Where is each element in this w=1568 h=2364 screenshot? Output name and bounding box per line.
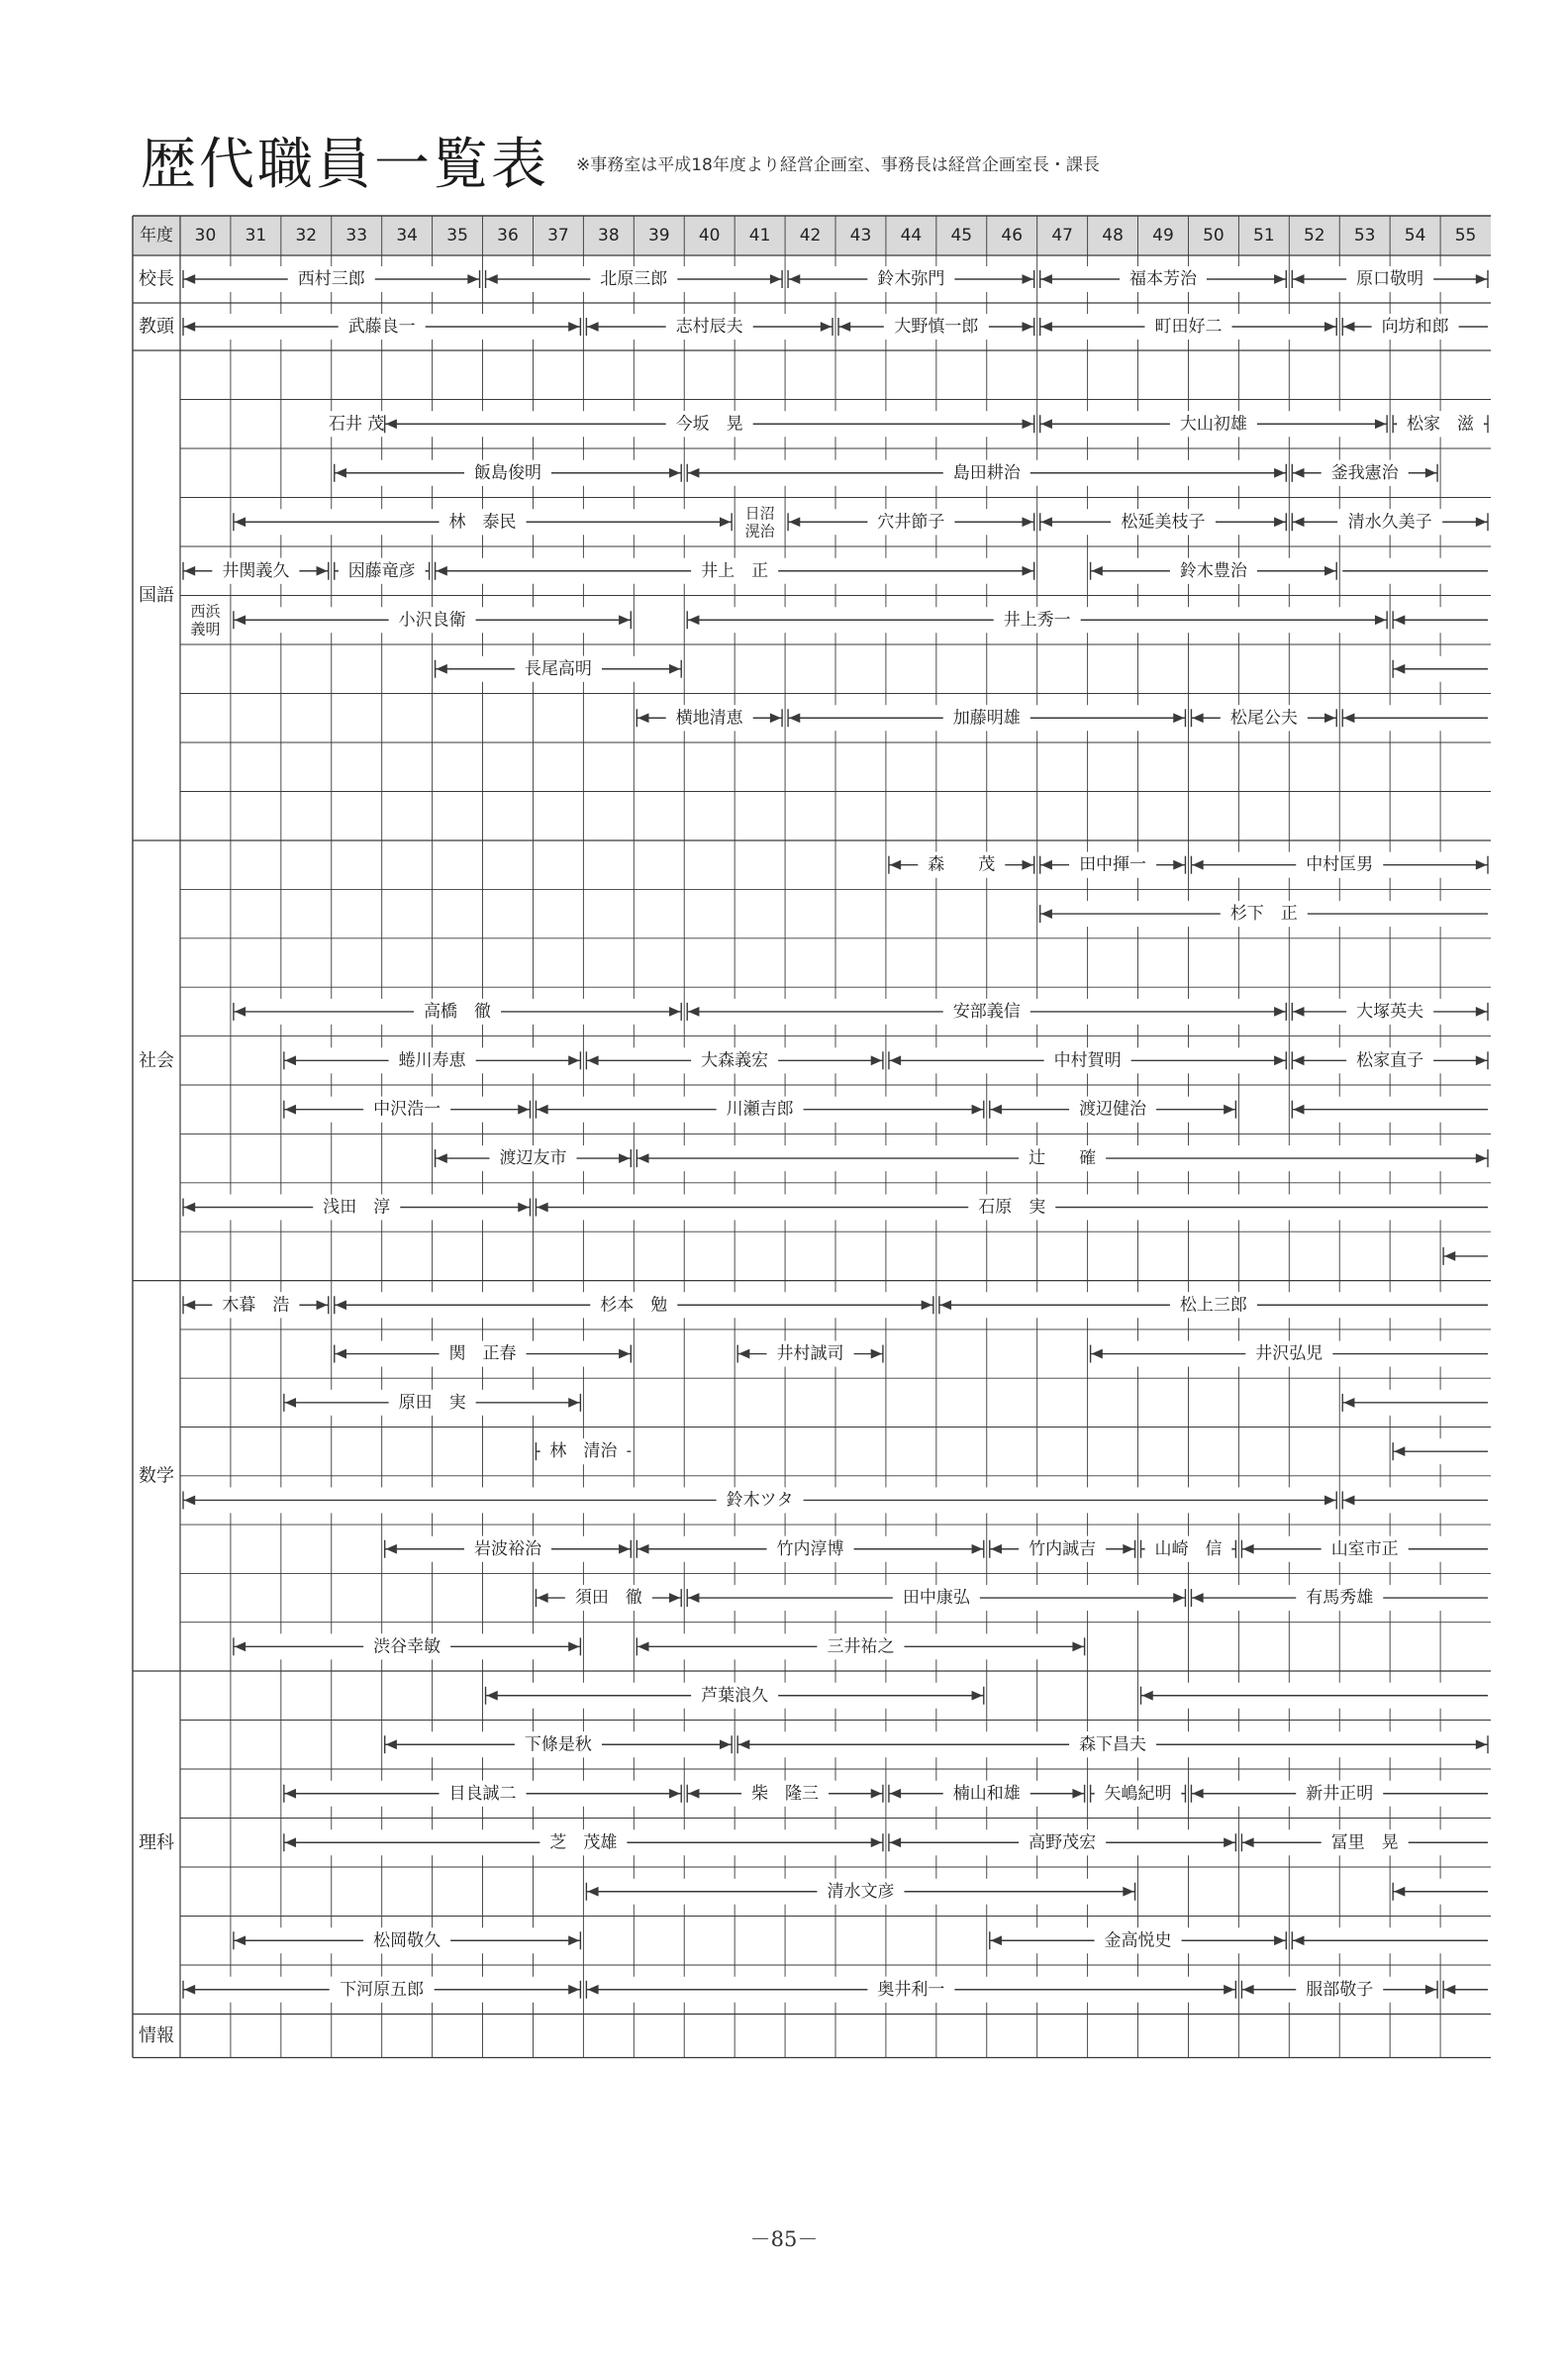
tenure-span (990, 1097, 1236, 1123)
tenure-span (889, 1829, 1235, 1855)
year-cell: 52 (1303, 226, 1325, 246)
section-label: 教頭 (139, 316, 174, 338)
tenure-span (990, 1536, 1135, 1562)
tenure-span (536, 1585, 681, 1611)
tenure-span (335, 558, 430, 584)
tenure-span (788, 705, 1185, 731)
staff-name: 石井 茂 (329, 414, 385, 435)
staff-name: 原田 実 (398, 1392, 466, 1413)
tenure-span (1091, 558, 1337, 584)
staff-name: 蜷川寿恵 (398, 1050, 466, 1071)
tenure-span (385, 1731, 732, 1757)
tenure-span (183, 314, 580, 340)
year-cell: 55 (1454, 226, 1477, 246)
year-cell: 36 (497, 226, 519, 246)
section-4 (133, 1292, 1491, 1671)
staff-name: 新井正明 (1306, 1783, 1374, 1804)
staff-name: 竹内淳博 (776, 1538, 844, 1559)
tenure-span (183, 1292, 329, 1318)
staff-name: 長尾高明 (524, 658, 592, 679)
staff-name: 松家直子 (1356, 1050, 1424, 1071)
year-cell: 48 (1102, 226, 1124, 246)
staff-name: 町田好二 (1154, 317, 1223, 337)
staff-name: 松延美枝子 (1121, 512, 1206, 533)
staff-name: 原口敬明 (1356, 269, 1424, 289)
staff-name: 岩波裕治 (474, 1538, 541, 1559)
tenure-span (990, 1927, 1287, 1953)
staff-name: 井上秀一 (1003, 610, 1071, 631)
tenure-span (637, 1633, 1084, 1659)
tenure-span (1191, 1781, 1488, 1807)
tenure-span (1141, 1536, 1236, 1562)
staff-name: 大森義宏 (701, 1050, 769, 1071)
staff-name: 有馬秀雄 (1306, 1588, 1374, 1609)
section-2 (133, 400, 1491, 841)
staff-name: 渡辺健治 (1079, 1099, 1147, 1120)
tenure-span (1342, 705, 1488, 731)
staff-name: 冨里 晃 (1330, 1832, 1399, 1853)
tenure-span (1292, 1097, 1488, 1123)
tenure-span (1241, 1829, 1488, 1855)
section-label: 社会 (139, 1049, 174, 1071)
year-header-label: 年度 (140, 226, 173, 246)
tenure-span (1040, 411, 1387, 437)
staff-name: 川瀬吉郎 (726, 1099, 794, 1120)
year-cell: 32 (295, 226, 318, 246)
staff-name: 高野茂宏 (1029, 1832, 1097, 1853)
staff-name: 森 茂 (928, 854, 996, 875)
staff-name: 杉下 正 (1229, 904, 1298, 925)
staff-name: 山室市正 (1330, 1538, 1399, 1559)
tenure-span (1141, 1683, 1488, 1709)
year-cell: 49 (1152, 226, 1174, 246)
year-cell: 39 (647, 226, 670, 246)
tenure-span (788, 509, 1034, 535)
tenure-span (737, 1341, 883, 1367)
tenure-span (687, 1781, 883, 1807)
tenure-span (1443, 1977, 1488, 2003)
tenure-span (335, 460, 681, 486)
tenure-span (687, 999, 1286, 1025)
tenure-span (1443, 1243, 1488, 1269)
year-cell: 40 (698, 226, 721, 246)
staff-name-short: 西浜 (190, 602, 221, 621)
staff-name: 林 泰民 (448, 512, 517, 533)
staff-name: 大塚英夫 (1356, 1001, 1424, 1022)
staff-name: 島田耕治 (952, 462, 1021, 483)
tenure-span (536, 1195, 1488, 1221)
section-label: 国語 (139, 585, 174, 606)
staff-name: 井上 正 (701, 560, 769, 581)
staff-name-short: 滉治 (744, 522, 775, 541)
year-cell: 47 (1051, 226, 1073, 246)
staff-name: 穴井節子 (877, 512, 945, 533)
tenure-span (536, 1097, 983, 1123)
tenure-span (284, 1781, 681, 1807)
staff-name: 因藤竜彦 (347, 560, 416, 581)
tenure-span (183, 1487, 1336, 1513)
staff-name: 鈴木豊治 (1179, 560, 1247, 581)
staff-name: 清水久美子 (1347, 512, 1432, 533)
staff-name: 石原 実 (978, 1197, 1046, 1218)
tenure-span (586, 1879, 1134, 1905)
tenure-span (1342, 1390, 1488, 1416)
tenure-span (486, 1683, 984, 1709)
tenure-span (637, 1145, 1488, 1171)
tenure-span (1393, 1879, 1488, 1905)
tenure-span (234, 999, 681, 1025)
staff-name: 渡辺友市 (499, 1148, 567, 1169)
staff-name: 小沢良衛 (398, 610, 466, 631)
staff-name: 関 正春 (448, 1343, 517, 1364)
section-label: 情報 (139, 2025, 174, 2046)
section-0 (133, 266, 1491, 303)
tenure-span (586, 314, 833, 340)
staff-name: 福本芳治 (1129, 269, 1197, 289)
tenure-span (1040, 509, 1287, 535)
year-cell: 37 (547, 226, 569, 246)
year-cell: 53 (1353, 226, 1376, 246)
tenure-span (183, 1195, 530, 1221)
tenure-span (1292, 509, 1488, 535)
tenure-span (687, 1585, 1185, 1611)
year-cell: 45 (950, 226, 973, 246)
staff-name: 加藤明雄 (952, 708, 1021, 729)
staff-name: 須田 徹 (574, 1588, 642, 1609)
year-cell: 46 (1001, 226, 1024, 246)
staff-name: 志村辰夫 (675, 317, 743, 337)
tenure-span (1241, 1536, 1488, 1562)
staff-name: 田中揮一 (1079, 854, 1147, 875)
tenure-span (486, 266, 783, 292)
tenure-span (1091, 1781, 1186, 1807)
tenure-span (889, 1781, 1085, 1807)
staff-name: 竹内誠吉 (1029, 1538, 1097, 1559)
tenure-span (234, 1927, 580, 1953)
tenure-span (889, 1047, 1286, 1073)
tenure-span (1191, 852, 1488, 878)
staff-name: 今坂 晃 (675, 414, 743, 435)
staff-name: 三井祐之 (827, 1636, 895, 1657)
tenure-span (1091, 1341, 1488, 1367)
year-cell: 31 (245, 226, 267, 246)
staff-name: 山崎 信 (1154, 1538, 1223, 1559)
tenure-span (788, 266, 1034, 292)
staff-name: 大野慎一郎 (894, 317, 979, 337)
year-cell: 42 (799, 226, 822, 246)
year-cell: 43 (849, 226, 872, 246)
section-5 (133, 1683, 1491, 2015)
year-cell: 30 (194, 226, 217, 246)
year-cell: 54 (1404, 226, 1426, 246)
tenure-span (1040, 901, 1488, 927)
tenure-span (939, 1292, 1488, 1318)
tenure-span (1393, 607, 1488, 633)
staff-name: 中沢浩一 (373, 1099, 441, 1120)
year-cell: 41 (748, 226, 771, 246)
year-cell: 50 (1203, 226, 1225, 246)
tenure-span (1191, 1585, 1488, 1611)
section-3 (133, 852, 1491, 1281)
section-6 (133, 2024, 1491, 2058)
tenure-span (1040, 852, 1186, 878)
tenure-span (284, 1097, 531, 1123)
section-1 (133, 314, 1491, 350)
tenure-span (385, 1536, 632, 1562)
tenure-span (889, 852, 1034, 878)
section-label: 理科 (139, 1831, 174, 1853)
tenure-span (536, 1438, 631, 1464)
staff-name: 浅田 淳 (323, 1197, 391, 1218)
tenure-span (385, 411, 1034, 437)
tenure-span (687, 607, 1387, 633)
tenure-span (1040, 266, 1287, 292)
tenure-span (1241, 1977, 1437, 2003)
tenure-span (335, 1341, 632, 1367)
staff-name: 木暮 浩 (222, 1295, 290, 1316)
staff-name-short: 日沼 (744, 504, 775, 523)
year-cell: 35 (446, 226, 468, 246)
staff-name: 服部敬子 (1306, 1979, 1374, 2000)
staff-name: 西村三郎 (297, 269, 365, 289)
tenure-span (234, 1633, 580, 1659)
tenure-span (1292, 1047, 1488, 1073)
tenure-span (284, 1390, 581, 1416)
year-cell: 44 (900, 226, 923, 246)
tenure-span (1342, 558, 1488, 584)
tenure-span (1191, 705, 1336, 731)
tenure-span (284, 1829, 883, 1855)
staff-name: 清水文彦 (827, 1881, 895, 1902)
staff-name: 武藤良一 (347, 317, 416, 337)
year-cell: 34 (396, 226, 418, 246)
year-cell: 38 (598, 226, 620, 246)
staff-name: 芝 茂雄 (549, 1832, 618, 1853)
tenure-span (1342, 314, 1488, 340)
page-title: 歴代職員一覧表 (141, 133, 549, 197)
tenure-span (637, 705, 782, 731)
staff-name: 松岡敬久 (373, 1930, 441, 1951)
staff-name: 中村賀明 (1053, 1050, 1122, 1071)
staff-name: 北原三郎 (600, 269, 668, 289)
tenure-span (1040, 314, 1337, 340)
tenure-span (183, 266, 480, 292)
tenure-span (838, 314, 1034, 340)
staff-name: 下條是秋 (524, 1734, 592, 1755)
year-cell: 33 (345, 226, 368, 246)
tenure-span (1292, 1927, 1488, 1953)
staff-name: 下河原五郎 (340, 1979, 425, 2000)
tenure-span (687, 460, 1286, 486)
tenure-span (234, 607, 631, 633)
staff-name: 中村匡男 (1306, 854, 1374, 875)
staff-name: 目良誠二 (448, 1783, 517, 1804)
staff-name-short: 義明 (190, 620, 221, 639)
tenure-span (1393, 411, 1488, 437)
tenure-span (436, 1145, 632, 1171)
staff-name: 田中康弘 (902, 1588, 970, 1609)
staff-name: 奥井利一 (877, 1979, 945, 2000)
staff-name: 森下昌夫 (1079, 1734, 1147, 1755)
tenure-span (1393, 656, 1488, 682)
tenure-span (637, 1536, 983, 1562)
staff-name: 鈴木弥門 (877, 269, 945, 289)
staff-name: 釜我憲治 (1330, 462, 1399, 483)
staff-name: 柴 隆三 (751, 1783, 820, 1804)
tenure-span (183, 1977, 580, 2003)
staff-name: 松上三郎 (1179, 1295, 1247, 1316)
staff-name: 芦葉浪久 (701, 1685, 769, 1706)
staff-name: 井村誠司 (776, 1343, 844, 1364)
tenure-span (1342, 1487, 1488, 1513)
page-number: －85－ (749, 2227, 819, 2251)
staff-name: 松家 滋 (1407, 414, 1475, 435)
staff-name: 松尾公夫 (1229, 708, 1298, 729)
staff-name: 安部義信 (952, 1001, 1021, 1022)
tenure-span (335, 1292, 933, 1318)
staff-name: 楠山和雄 (952, 1783, 1021, 1804)
staff-name: 飯島俊明 (474, 462, 541, 483)
section-label: 数学 (139, 1465, 174, 1487)
tenure-span (1292, 266, 1488, 292)
staff-name: 林 清治 (549, 1441, 618, 1462)
section-label: 校長 (139, 268, 174, 290)
tenure-span (586, 1977, 1235, 2003)
tenure-span (737, 1731, 1488, 1757)
tenure-span (1292, 999, 1488, 1025)
tenure-span (183, 558, 329, 584)
staff-name: 横地清恵 (675, 708, 743, 729)
tenure-span (1393, 1438, 1488, 1464)
tenure-span (586, 1047, 883, 1073)
tenure-span (1292, 460, 1437, 486)
staff-name: 渋谷幸敏 (373, 1636, 441, 1657)
tenure-span (436, 558, 1034, 584)
tenure-span (284, 1047, 581, 1073)
staff-name: 鈴木ツタ (726, 1490, 794, 1511)
staff-name: 矢嶋紀明 (1104, 1783, 1172, 1804)
tenure-span (234, 509, 732, 535)
page-note: ※事務室は平成18年度より経営企画室、事務長は経営企画室長・課長 (576, 155, 1100, 175)
staff-name: 高橋 徹 (424, 1001, 492, 1022)
year-cell: 51 (1253, 226, 1275, 246)
staff-name: 杉本 勉 (600, 1295, 668, 1316)
staff-name: 井関義久 (222, 560, 290, 581)
staff-name: 金高悦史 (1104, 1930, 1172, 1951)
tenure-span (436, 656, 682, 682)
staff-name: 大山初雄 (1179, 414, 1247, 435)
staff-name: 井沢弘児 (1255, 1343, 1323, 1364)
staff-name: 辻 確 (1029, 1148, 1097, 1169)
staff-name: 向坊和郎 (1381, 317, 1449, 337)
